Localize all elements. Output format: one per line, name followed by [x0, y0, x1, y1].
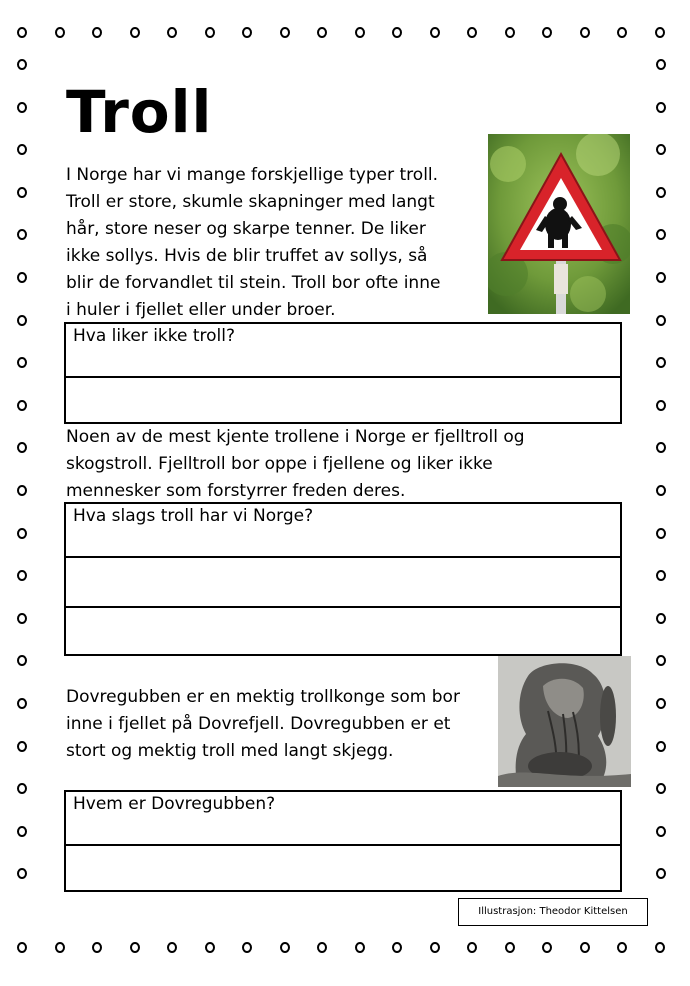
border-dot [92, 27, 102, 38]
answer-line[interactable] [66, 376, 620, 422]
border-dot [355, 27, 365, 38]
border-dot [17, 102, 27, 113]
border-dot [656, 357, 666, 368]
border-dot [656, 655, 666, 666]
border-dot [656, 59, 666, 70]
border-dot [656, 570, 666, 581]
question-row [66, 324, 620, 376]
border-dot [205, 27, 215, 38]
troll-sign-photo [488, 134, 630, 314]
border-dot [130, 27, 140, 38]
border-dot [656, 613, 666, 624]
border-dot [280, 942, 290, 953]
border-dot [656, 741, 666, 752]
border-dot [17, 272, 27, 283]
border-dot [242, 942, 252, 953]
border-dot [656, 400, 666, 411]
border-dot [542, 942, 552, 953]
question-label: Hvem er Dovregubben? [73, 794, 276, 814]
border-dot [17, 783, 27, 794]
question-box-2 [64, 502, 622, 656]
border-dot [656, 485, 666, 496]
answer-line[interactable] [66, 556, 620, 606]
border-dot [505, 27, 515, 38]
question-box-1 [64, 322, 622, 424]
border-dot [17, 229, 27, 240]
border-dot [392, 27, 402, 38]
border-dot [656, 102, 666, 113]
border-dot [580, 942, 590, 953]
border-dot [17, 613, 27, 624]
border-dot [655, 27, 665, 38]
border-dot [430, 27, 440, 38]
second-paragraph: Noen av de mest kjente trollene i Norge er fjelltroll og skogstroll. Fjelltroll bor oppe i fjellene og liker ikke mennesker som forstyrrer freden deres. [66, 427, 525, 501]
border-dot [656, 272, 666, 283]
border-dot [467, 27, 477, 38]
border-dot [656, 868, 666, 879]
border-dot [17, 315, 27, 326]
answer-line[interactable] [66, 606, 620, 654]
border-dot [317, 27, 327, 38]
border-dot [17, 357, 27, 368]
border-dot [656, 315, 666, 326]
answer-line[interactable] [66, 844, 620, 890]
border-dot [580, 27, 590, 38]
border-dot [317, 942, 327, 953]
border-dot [55, 942, 65, 953]
border-dot [656, 783, 666, 794]
border-dot [542, 27, 552, 38]
question-label: Hva slags troll har vi Norge? [73, 506, 314, 526]
border-dot [656, 698, 666, 709]
border-dot [55, 27, 65, 38]
border-dot [617, 942, 627, 953]
question-box-3 [64, 790, 622, 892]
border-dot [280, 27, 290, 38]
question-row [66, 504, 620, 556]
question-label: Hva liker ikke troll? [73, 326, 236, 346]
border-dot [92, 942, 102, 953]
border-dot [17, 485, 27, 496]
border-dot [17, 741, 27, 752]
border-dot [17, 528, 27, 539]
border-dot [656, 442, 666, 453]
border-dot [656, 826, 666, 837]
third-paragraph: Dovregubben er en mektig trollkonge som bor inne i fjellet på Dovrefjell. Dovregubben er et stort og mektig troll med langt skjegg. [66, 687, 460, 761]
border-dot [656, 144, 666, 155]
page-title: Troll [66, 78, 213, 146]
border-dot [205, 942, 215, 953]
border-dot [167, 942, 177, 953]
intro-paragraph: I Norge har vi mange forskjellige typer troll. Troll er store, skumle skapninger med langt hår, store neser og skarpe tenner. De liker ikke sollys. Hvis de blir truffet av sollys, så blir de forvandlet til stein. Troll bor ofte inne i huler i fjellet eller under broer. [66, 165, 441, 320]
border-dot [130, 942, 140, 953]
border-dot [17, 826, 27, 837]
border-dot [17, 442, 27, 453]
border-dot [467, 942, 477, 953]
border-dot [17, 942, 27, 953]
border-dot [17, 187, 27, 198]
border-dot [17, 59, 27, 70]
border-dot [656, 187, 666, 198]
question-row [66, 792, 620, 844]
border-dot [242, 27, 252, 38]
border-dot [392, 942, 402, 953]
border-dot [617, 27, 627, 38]
border-dot [17, 27, 27, 38]
border-dot [656, 528, 666, 539]
border-dot [167, 27, 177, 38]
border-dot [17, 868, 27, 879]
border-dot [505, 942, 515, 953]
border-dot [655, 942, 665, 953]
dovregubben-illustration [498, 656, 631, 787]
illustration-credit: Illustrasjon: Theodor Kittelsen [458, 898, 648, 926]
border-dot [17, 698, 27, 709]
border-dot [17, 570, 27, 581]
border-dot [17, 655, 27, 666]
border-dot [17, 144, 27, 155]
border-dot [430, 942, 440, 953]
border-dot [656, 229, 666, 240]
border-dot [355, 942, 365, 953]
border-dot [17, 400, 27, 411]
